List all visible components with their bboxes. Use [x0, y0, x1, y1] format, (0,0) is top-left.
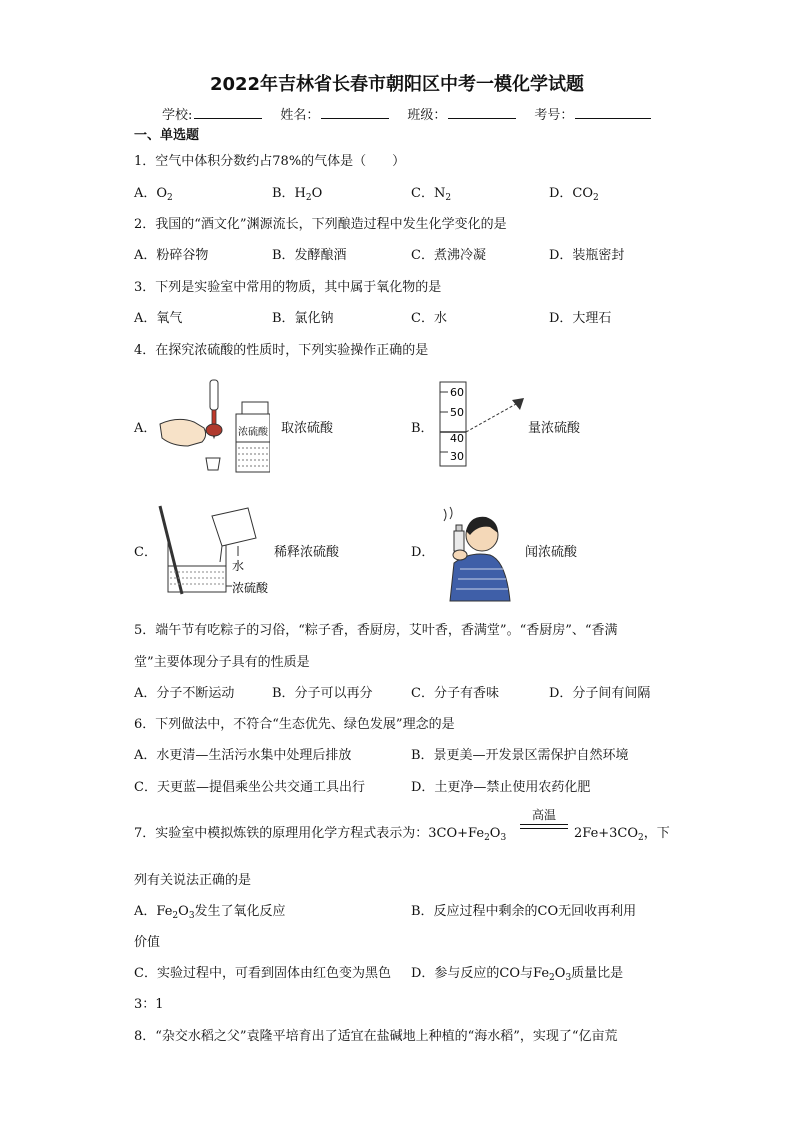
q7-option-b-cont: 价值 — [134, 935, 161, 950]
q7-equation-line-bottom — [520, 828, 568, 829]
q4-figure-b-cylinder — [434, 380, 526, 470]
q1-option-b: B．$H_2O$ — [272, 186, 323, 203]
q3-option-b: B．氯化钠 — [272, 311, 334, 326]
q1-option-c: C．$N_2$ — [411, 186, 452, 203]
q7-option-d-cont: 3：1 — [134, 997, 164, 1012]
q3-option-a: A．氧气 — [134, 311, 183, 326]
q2-option-c: C．煮沸冷凝 — [411, 248, 486, 263]
q7-equation-line-top — [520, 824, 568, 825]
page-title: 2022年吉林省长春市朝阳区中考一模化学试题 — [209, 74, 585, 95]
q4-option-d-label: D． — [411, 545, 435, 560]
q7-option-b: B．反应过程中剩余的CO无回收再利用 — [411, 904, 637, 919]
q6-option-d: D．土更净—禁止使用农药化肥 — [411, 780, 591, 795]
q5-option-c: C．分子有香味 — [411, 686, 499, 701]
exam-no-blank[interactable] — [575, 104, 651, 119]
eye-icon — [512, 398, 524, 410]
q5-option-d: D．分子间有间隔 — [549, 686, 651, 701]
q4-option-a-label: A． — [134, 421, 157, 436]
q4-b-tick-50: 50 — [450, 406, 464, 419]
q4-option-b-label: B． — [411, 421, 434, 436]
q4-figure-d-person-smelling — [430, 505, 522, 603]
q4-stem: 4．在探究浓硫酸的性质时，下列实验操作正确的是 — [134, 343, 429, 358]
q5-stem-line1: 5．端午节有吃粽子的习俗，“粽子香，香厨房，艾叶香，香满堂”。“香厨房”、“香满 — [134, 623, 618, 638]
q6-option-b: B．景更美—开发景区需保护自然环境 — [411, 748, 629, 763]
section-heading: 一、单选题 — [134, 128, 200, 143]
q3-option-c: C．水 — [411, 311, 447, 326]
q7-option-a: A．$Fe_2O_3$发生了氧化反应 — [134, 904, 286, 921]
q6-stem: 6．下列做法中，不符合“生态优先、绿色发展”理念的是 — [134, 717, 455, 732]
q7-option-c: C．实验过程中，可看到固体由红色变为黑色 — [134, 966, 391, 981]
q3-stem: 3．下列是实验室中常用的物质，其中属于氧化物的是 — [134, 280, 442, 295]
name-label: 姓名： — [280, 108, 320, 123]
name-blank[interactable] — [321, 104, 389, 119]
q7-equation-left: $3CO+Fe_2O_3$ — [428, 826, 507, 843]
q7-option-d: D．参与反应的CO与$Fe_2O_3$质量比是 — [411, 966, 624, 983]
q8-stem: 8．“杂交水稻之父”袁隆平培育出了适宜在盐碱地上种植的“海水稻”，实现了“亿亩荒 — [134, 1029, 618, 1044]
student-info-row — [162, 104, 669, 123]
school-label: 学校: — [162, 108, 193, 123]
exam-no-label: 考号： — [534, 108, 574, 123]
q5-option-b: B．分子可以再分 — [272, 686, 373, 701]
q2-stem: 2．我国的“酒文化”渊源流长，下列酿造过程中发生化学变化的是 — [134, 217, 507, 232]
q4-figure-a-dropper — [158, 372, 270, 476]
school-blank[interactable] — [194, 104, 262, 119]
class-label: 班级： — [407, 108, 447, 123]
q2-option-a: A．粉碎谷物 — [134, 248, 209, 263]
q1-option-a: A．$O_2$ — [134, 186, 173, 203]
q4-b-caption: 量浓硫酸 — [528, 421, 581, 436]
q6-option-a: A．水更清—生活污水集中处理后排放 — [134, 748, 352, 763]
q6-option-c: C．天更蓝—提倡乘坐公共交通工具出行 — [134, 780, 365, 795]
q4-b-tick-60: 60 — [450, 386, 464, 399]
q1-option-d: D．$CO_2$ — [549, 186, 599, 203]
q4-a-bottle-label: 浓硫酸 — [238, 427, 268, 438]
q4-c-acid-label: 浓硫酸 — [231, 581, 269, 595]
q4-c-caption: 稀释浓硫酸 — [274, 545, 340, 560]
q1-stem: 1．空气中体积分数约占78%的气体是（ ） — [134, 154, 406, 169]
q5-stem-line2: 堂”主要体现分子具有的性质是 — [134, 655, 310, 670]
q4-b-tick-30: 30 — [450, 450, 464, 463]
q5-option-a: A．分子不断运动 — [134, 686, 235, 701]
q2-option-d: D．装瓶密封 — [549, 248, 625, 263]
q3-option-d: D．大理石 — [549, 311, 612, 326]
q4-d-caption: 闻浓硫酸 — [525, 545, 578, 560]
q2-option-b: B．发酵酿酒 — [272, 248, 347, 263]
q7-equation-right: $2Fe+3CO_2$，下 — [574, 826, 670, 843]
q4-a-caption: 取浓硫酸 — [281, 421, 334, 436]
q7-equation-condition: 高温 — [531, 808, 556, 822]
class-blank[interactable] — [448, 104, 516, 119]
q7-stem-line1: 7．实验室中模拟炼铁的原理用化学方程式表示为：$3CO+Fe_2O_3$ — [134, 826, 507, 843]
q7-stem-line2: 列有关说法正确的是 — [134, 873, 252, 888]
q4-figure-c-dilution — [152, 500, 276, 600]
q4-c-water-label: 水 — [231, 559, 245, 573]
q4-b-tick-40: 40 — [450, 432, 464, 445]
q4-option-c-label: C． — [134, 545, 157, 560]
